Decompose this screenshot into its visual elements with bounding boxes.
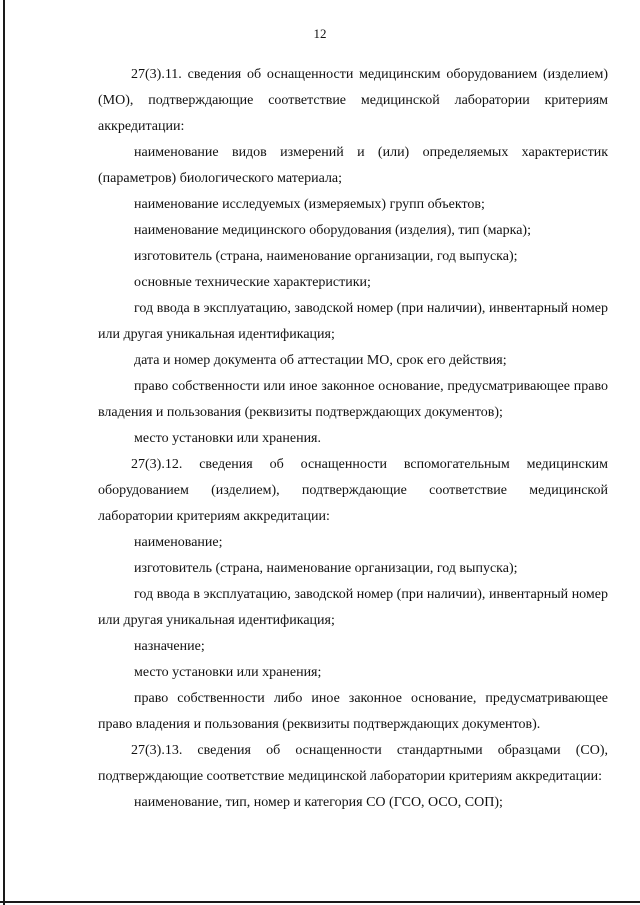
list-item: изготовитель (страна, наименование организации, год выпуска); [134, 561, 518, 576]
list-item: наименование; [134, 535, 223, 550]
page-number: 12 [313, 26, 327, 41]
list-item: наименование, тип, номер и категория СО (ГСО, ОСО, СОП); [134, 795, 503, 810]
list-item: место установки или хранения. [134, 431, 321, 446]
list-item: дата и номер документа об аттестации МО, срок его действия; [134, 353, 507, 368]
section-paragraph: 27(3).12. сведения об оснащенности вспомогательным медицинским оборудованием (изделием), подтверждающие соответствие медицинской лаборатории критериям аккредитации: [98, 457, 608, 524]
section-paragraph: 27(3).13. сведения об оснащенности стандартными образцами (СО), подтверждающие соответствие медицинской лаборатории критериям аккредитации: [98, 743, 608, 784]
list-item: изготовитель (страна, наименование организации, год выпуска); [134, 249, 518, 264]
list-item: год ввода в эксплуатацию, заводской номер (при наличии), инвентарный номер или другая уникальная идентификация; [98, 587, 608, 628]
list-item: право собственности либо иное законное основание, предусматривающее право владения и пользования (реквизиты подтверждающих документов). [98, 691, 608, 732]
list-item: год ввода в эксплуатацию, заводской номер (при наличии), инвентарный номер или другая уникальная идентификация; [98, 301, 608, 342]
list-item: право собственности или иное законное основание, предусматривающее право владения и пользования (реквизиты подтверждающих документов); [98, 379, 608, 420]
page-edge-bottom [0, 901, 640, 903]
list-item: наименование медицинского оборудования (изделия), тип (марка); [134, 223, 531, 238]
section-paragraph: 27(3).11. сведения об оснащенности медицинским оборудованием (изделием) (МО), подтверждающие соответствие медицинской лаборатории критериям аккредитации: [98, 67, 608, 134]
document-body [98, 62, 608, 816]
list-item: наименование исследуемых (измеряемых) групп объектов; [134, 197, 485, 212]
page-edge-left [3, 0, 5, 905]
list-item: основные технические характеристики; [134, 275, 371, 290]
list-item: место установки или хранения; [134, 665, 322, 680]
list-item: назначение; [134, 639, 205, 654]
list-item: наименование видов измерений и (или) определяемых характеристик (параметров) биологического материала; [98, 145, 608, 186]
